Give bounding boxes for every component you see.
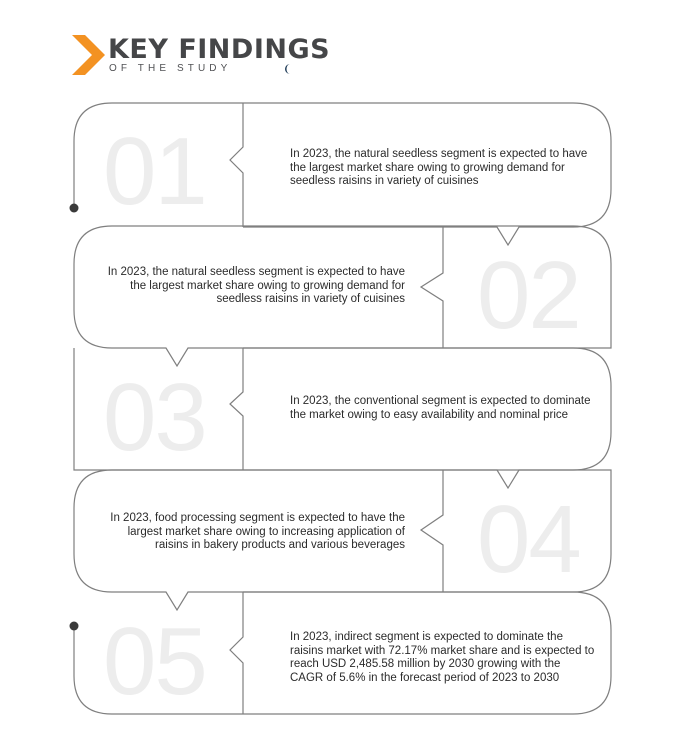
card-01-divider — [230, 103, 243, 227]
finding-text-01: In 2023, the natural seedless segment is expected to have the largest market share owing to growing demand for seedless raisins in variety of cuisines — [290, 148, 588, 187]
finding-number-01: 01 — [103, 118, 206, 225]
card-02-divider — [421, 226, 443, 348]
finding-number-05: 05 — [103, 608, 206, 715]
page-subtitle: OF THE STUDY — [109, 63, 232, 74]
finding-text-05: In 2023, indirect segment is expected to dominate the raisins market with 72.17% market share and is expected to reach USD 2,485.58 million by 2030 growing with the CAGR of 5.6% in the forecast period of 2023 to 2030 — [290, 631, 595, 684]
card-04-divider — [421, 470, 443, 592]
card-03-divider — [230, 348, 243, 470]
page-title: KEY FINDINGS — [108, 34, 331, 65]
finding-text-03: In 2023, the conventional segment is expected to dominate the market owing to easy availability and nominal price — [290, 395, 591, 421]
timeline-dot-end — [70, 622, 79, 631]
finding-text-02: In 2023, the natural seedless segment is expected to have the largest market share owing to growing demand for seedless raisins in variety of cuisines — [107, 266, 405, 305]
timeline-dot-start — [70, 204, 79, 213]
finding-number-03: 03 — [103, 364, 206, 471]
finding-number-04: 04 — [477, 486, 580, 593]
finding-number-02: 02 — [477, 242, 580, 349]
finding-text-04: In 2023, food processing segment is expected to have the largest market share owing to increasing application of raisins in bakery products and various beverages — [110, 512, 405, 551]
card-05-divider — [230, 592, 243, 714]
